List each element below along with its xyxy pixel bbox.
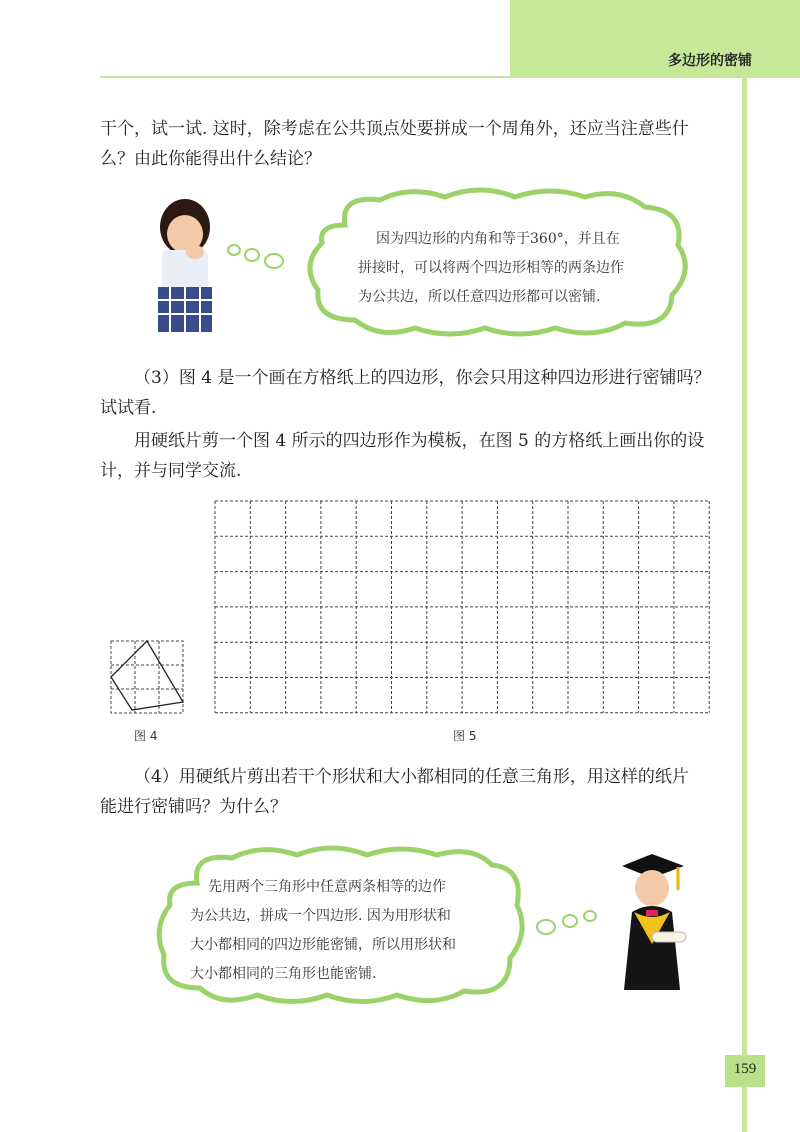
figure-4-caption: 图 4 [134, 729, 158, 743]
intro-paragraph [100, 114, 730, 174]
text-line: （4）用硬纸片剪出若干个形状和大小都相同的任意三角形，用这样的纸片 [134, 767, 689, 787]
question-3 [100, 363, 730, 423]
side-divider [742, 78, 747, 1132]
bubble-line: 拼接时，可以将两个四边形相等的两条边作 [358, 260, 624, 276]
bubble-line: 为公共边，所以任意四边形都可以密铺. [358, 289, 601, 305]
figure-4-grid [110, 640, 186, 716]
girl-illustration [140, 192, 230, 337]
thought-bubble-1 [300, 185, 695, 340]
page-number: 159 [733, 1061, 757, 1077]
question-3-task [100, 426, 730, 486]
text-line: 么？由此你能得出什么结论？ [100, 149, 321, 169]
header-band [510, 0, 800, 78]
bubble-line: 因为四边形的内角和等于360°，并且在 [376, 231, 620, 247]
text-line: 干个，试一试. 这时，除考虑在公共顶点处要拼成一个周角外，还应当注意些什 [100, 119, 689, 139]
bubble-line: 大小都相同的四边形能密铺，所以用形状和 [190, 937, 456, 953]
text-line: 用硬纸片剪一个图 4 所示的四边形作为模板，在图 5 的方格纸上画出你的设 [134, 431, 705, 451]
graduate-girl-illustration [612, 852, 692, 992]
text-line: 计，并与同学交流. [100, 461, 242, 481]
header-divider [100, 76, 740, 78]
text-line: 试试看. [100, 398, 157, 418]
text-line: 能进行密铺吗？为什么？ [100, 797, 287, 817]
section-title: 多边形的密铺 [668, 53, 752, 69]
bubble-line: 为公共边，拼成一个四边形. 因为用形状和 [190, 908, 451, 924]
thought-bubble-2 [152, 843, 527, 1008]
question-4 [100, 762, 730, 822]
bubble-line: 先用两个三角形中任意两条相等的边作 [208, 879, 446, 895]
figure-5-caption: 图 5 [453, 729, 477, 743]
text-line: （3）图 4 是一个画在方格纸上的四边形，你会只用这种四边形进行密铺吗？ [134, 368, 711, 388]
quadrilateral-shape [111, 641, 183, 710]
thought-dots-icon [222, 238, 292, 273]
thought-dots-icon [532, 905, 612, 940]
bubble-line: 大小都相同的三角形也能密铺. [190, 966, 377, 982]
figure-5-grid [214, 500, 714, 716]
page-number-box [725, 1055, 765, 1087]
